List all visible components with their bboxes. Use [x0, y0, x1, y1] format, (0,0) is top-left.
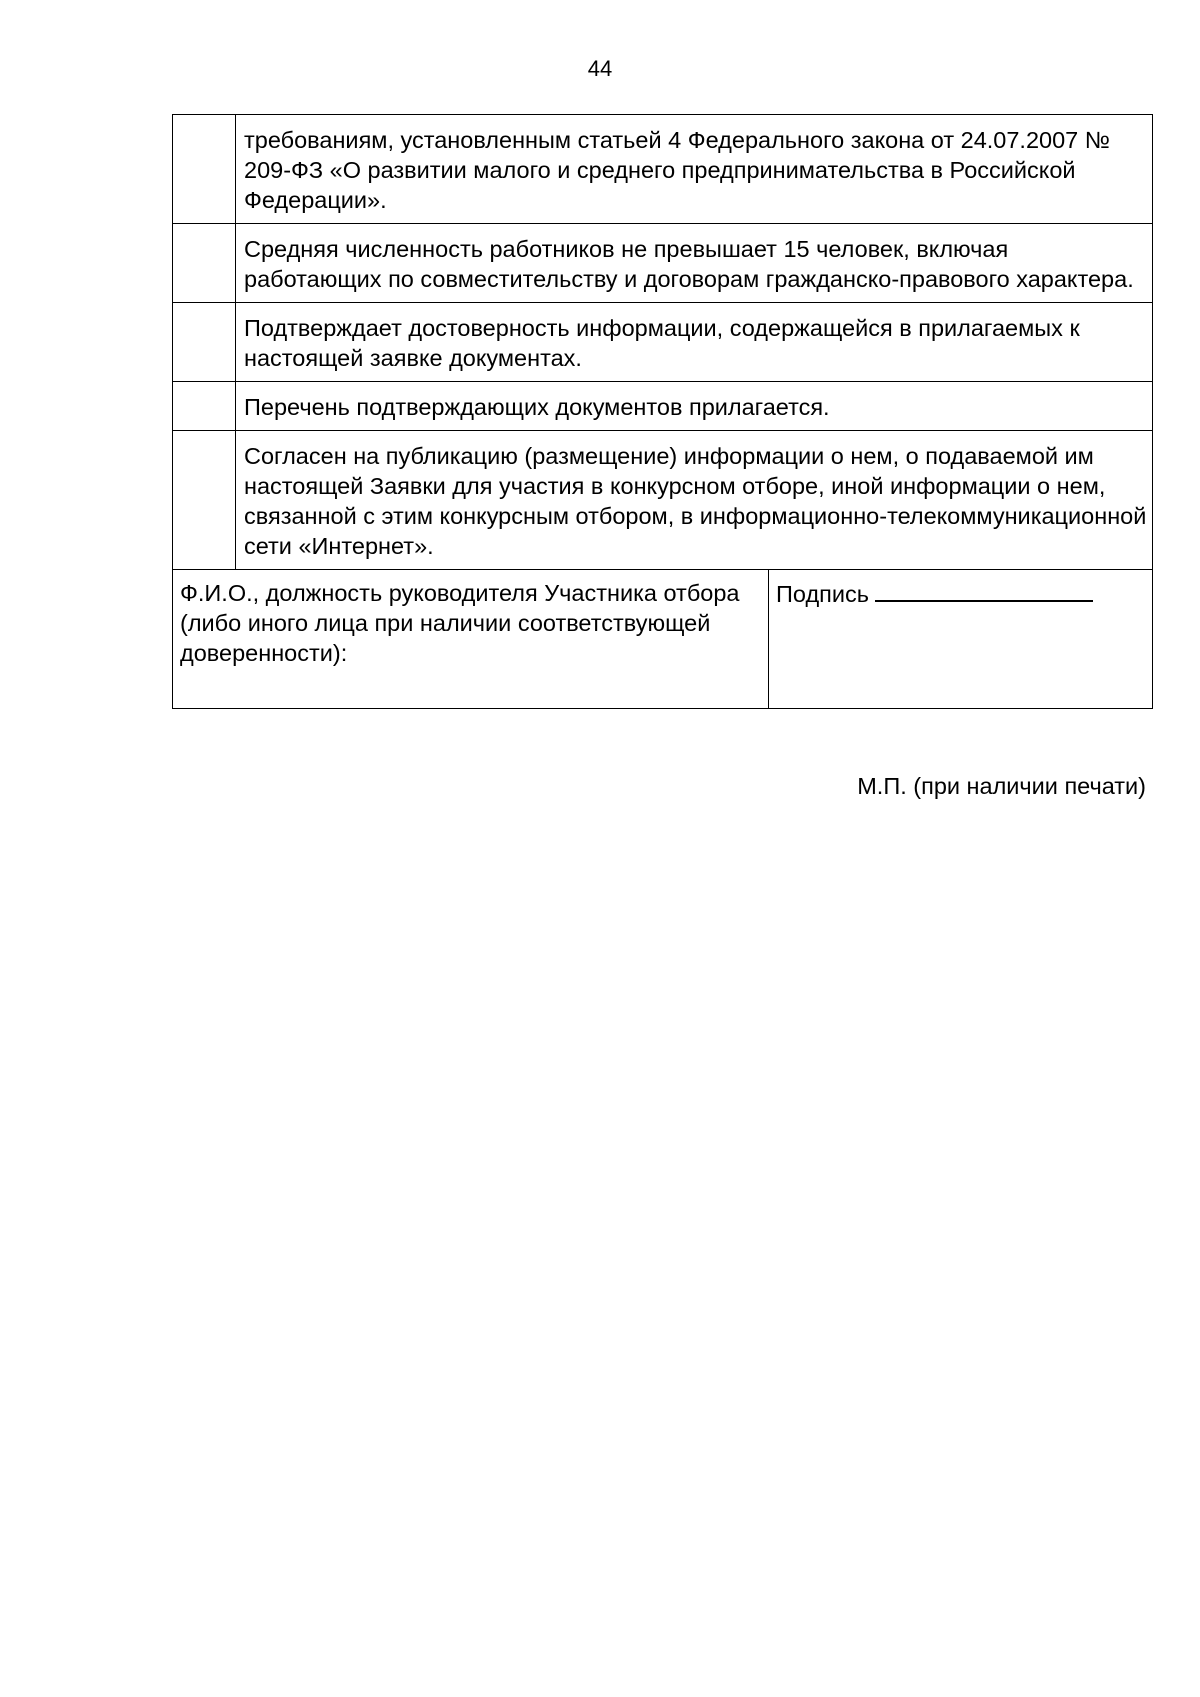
- checkbox-cell[interactable]: [173, 224, 236, 303]
- checkbox-cell[interactable]: [173, 303, 236, 382]
- table-row: [173, 431, 1153, 570]
- signature-label: Подпись: [776, 581, 870, 607]
- head-name-position-label: Ф.И.О., должность руководителя Участника отбора: [180, 580, 740, 606]
- page-number: 44: [587, 56, 613, 81]
- application-table: [172, 114, 1153, 709]
- checkbox-cell[interactable]: [173, 431, 236, 570]
- signature-cell[interactable]: [769, 570, 1153, 709]
- requirement-text: Перечень подтверждающих документов прилагается.: [236, 382, 1153, 431]
- table-row: [173, 303, 1153, 382]
- checkbox-cell[interactable]: [173, 115, 236, 224]
- requirement-text: требованиям, установленным статьей 4 Федерального закона от 24.07.2007 № 209-ФЗ «О развитии малого и среднего предпринимательства в Российской Федерации».: [236, 115, 1153, 224]
- table-row: [173, 382, 1153, 431]
- proxy-note-label: (либо иного лица при наличии соответствующей доверенности):: [180, 610, 711, 666]
- checkbox-cell[interactable]: [173, 382, 236, 431]
- requirement-text: Согласен на публикацию (размещение) информации о нем, о подаваемой им настоящей Заявки для участия в конкурсном отборе, иной информации о нем, связанной с этим конкурсным отбором, в информационно-телекоммуникационной сети «Интернет».: [236, 431, 1153, 570]
- requirement-text: Подтверждает достоверность информации, содержащейся в прилагаемых к настоящей заявке документах.: [236, 303, 1153, 382]
- signature-row: [173, 570, 1153, 709]
- table-row: [173, 224, 1153, 303]
- table-row: [173, 115, 1153, 224]
- signature-line[interactable]: [875, 578, 1093, 602]
- stamp-note: М.П. (при наличии печати): [857, 773, 1146, 799]
- requirement-text: Средняя численность работников не превышает 15 человек, включая работающих по совместительству и договорам гражданско-правового характера.: [236, 224, 1153, 303]
- head-name-position-cell[interactable]: [173, 570, 769, 709]
